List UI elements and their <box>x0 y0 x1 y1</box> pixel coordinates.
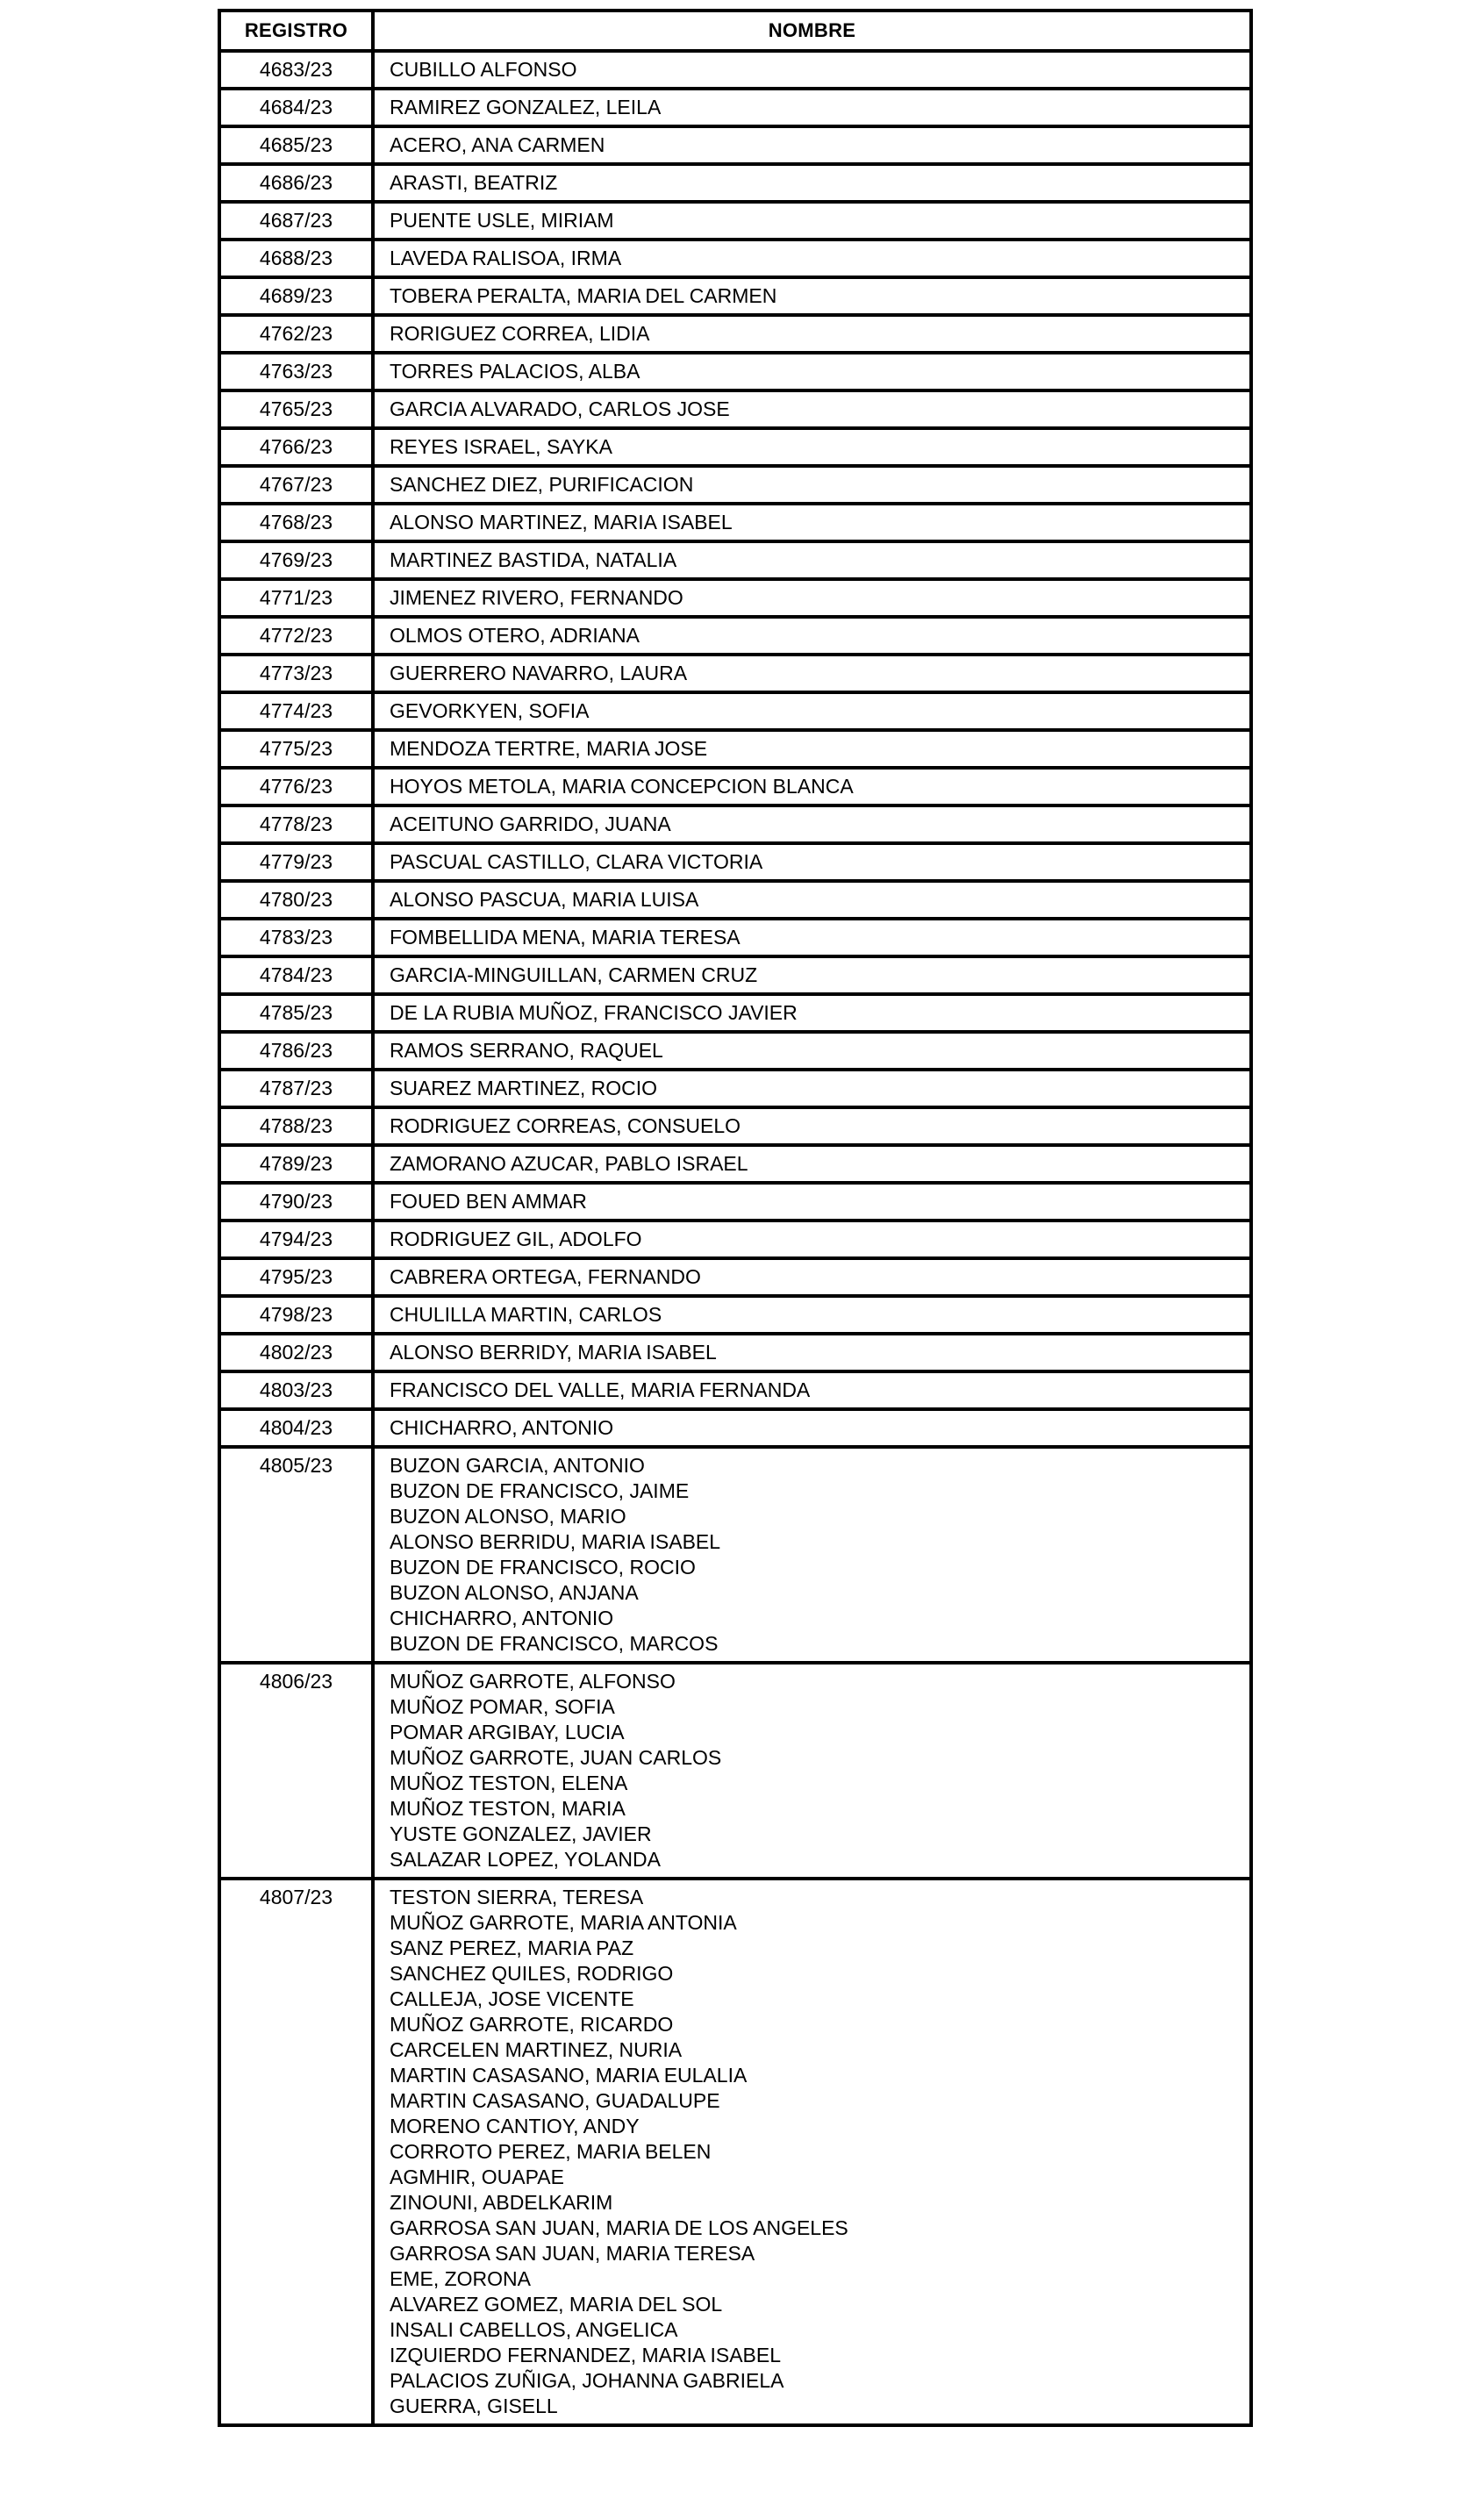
nombre-line: PALACIOS ZUÑIGA, JOHANNA GABRIELA <box>390 2369 784 2392</box>
registro-value: 4767/23 <box>259 473 333 496</box>
nombre-line: GUERRERO NAVARRO, LAURA <box>390 662 688 684</box>
registro-value: 4765/23 <box>259 397 333 420</box>
registro-cell <box>219 240 373 277</box>
nombre-line: SANCHEZ QUILES, RODRIGO <box>390 1962 674 1985</box>
table-row <box>219 994 1251 1032</box>
nombre-line: RAMOS SERRANO, RAQUEL <box>390 1039 663 1062</box>
table-row <box>219 1107 1251 1145</box>
nombre-cell <box>373 617 1251 655</box>
registro-cell <box>219 1409 373 1447</box>
table-row <box>219 692 1251 730</box>
registro-value: 4688/23 <box>259 247 333 269</box>
nombre-line: MUÑOZ TESTON, ELENA <box>390 1772 628 1794</box>
nombre-cell <box>373 843 1251 881</box>
nombre-line: SANCHEZ DIEZ, PURIFICACION <box>390 473 694 496</box>
registro-value: 4774/23 <box>259 699 333 722</box>
nombre-cell <box>373 89 1251 126</box>
registro-cell <box>219 277 373 315</box>
registro-value: 4776/23 <box>259 775 333 798</box>
registro-value: 4762/23 <box>259 322 333 345</box>
registro-value: 4778/23 <box>259 813 333 835</box>
nombre-cell <box>373 1447 1251 1663</box>
nombre-cell <box>373 579 1251 617</box>
table-row <box>219 843 1251 881</box>
nombre-cell <box>373 1334 1251 1371</box>
nombre-cell <box>373 692 1251 730</box>
nombre-line: ALVAREZ GOMEZ, MARIA DEL SOL <box>390 2293 723 2316</box>
nombre-line: YUSTE GONZALEZ, JAVIER <box>390 1822 652 1845</box>
registro-value: 4807/23 <box>259 1886 333 1908</box>
registro-value: 4806/23 <box>259 1670 333 1693</box>
registry-table <box>218 9 1253 2427</box>
nombre-cell <box>373 353 1251 390</box>
nombre-line: IZQUIERDO FERNANDEZ, MARIA ISABEL <box>390 2344 782 2366</box>
nombre-cell <box>373 768 1251 805</box>
nombre-line: CHICHARRO, ANTONIO <box>390 1416 614 1439</box>
table-row <box>219 1879 1251 2425</box>
nombre-line: CARCELEN MARTINEZ, NURIA <box>390 2038 683 2061</box>
table-row <box>219 1334 1251 1371</box>
table-row <box>219 956 1251 994</box>
nombre-cell <box>373 51 1251 89</box>
table-row <box>219 466 1251 504</box>
table-row <box>219 805 1251 843</box>
registro-cell <box>219 353 373 390</box>
table-row <box>219 353 1251 390</box>
nombre-line: TESTON SIERRA, TERESA <box>390 1886 644 1908</box>
registro-value: 4685/23 <box>259 133 333 156</box>
nombre-line: ZAMORANO AZUCAR, PABLO ISRAEL <box>390 1152 748 1175</box>
nombre-line: OLMOS OTERO, ADRIANA <box>390 624 640 647</box>
nombre-cell <box>373 655 1251 692</box>
table-row <box>219 315 1251 353</box>
table-row <box>219 504 1251 541</box>
nombre-line: RODRIGUEZ CORREAS, CONSUELO <box>390 1114 741 1137</box>
registro-cell <box>219 617 373 655</box>
registro-value: 4772/23 <box>259 624 333 647</box>
nombre-line: MUÑOZ GARROTE, RICARDO <box>390 2013 674 2036</box>
nombre-cell <box>373 1879 1251 2425</box>
nombre-line: BUZON DE FRANCISCO, MARCOS <box>390 1632 719 1655</box>
nombre-line: FOUED BEN AMMAR <box>390 1190 587 1213</box>
nombre-line: REYES ISRAEL, SAYKA <box>390 435 612 458</box>
registro-value: 4775/23 <box>259 737 333 760</box>
registro-value: 4684/23 <box>259 96 333 118</box>
nombre-cell <box>373 956 1251 994</box>
table-header-row <box>219 11 1251 51</box>
table-body <box>219 51 1251 2425</box>
table-row <box>219 579 1251 617</box>
table-row <box>219 919 1251 956</box>
nombre-cell <box>373 541 1251 579</box>
registro-value: 4783/23 <box>259 926 333 949</box>
nombre-cell <box>373 1145 1251 1183</box>
table-row <box>219 541 1251 579</box>
registro-cell <box>219 1221 373 1258</box>
registro-cell <box>219 994 373 1032</box>
nombre-line: RAMIREZ GONZALEZ, LEILA <box>390 96 662 118</box>
table-row <box>219 1371 1251 1409</box>
nombre-line: MARTIN CASASANO, MARIA EULALIA <box>390 2064 748 2087</box>
registro-value: 4785/23 <box>259 1001 333 1024</box>
registro-cell <box>219 126 373 164</box>
nombre-cell <box>373 202 1251 240</box>
registro-value: 4798/23 <box>259 1303 333 1326</box>
table-row <box>219 1296 1251 1334</box>
nombre-line: EME, ZORONA <box>390 2267 532 2290</box>
nombre-line: GEVORKYEN, SOFIA <box>390 699 590 722</box>
registro-value: 4803/23 <box>259 1378 333 1401</box>
registro-cell <box>219 1145 373 1183</box>
registro-value: 4689/23 <box>259 284 333 307</box>
registro-cell <box>219 1107 373 1145</box>
nombre-line: BUZON GARCIA, ANTONIO <box>390 1454 645 1477</box>
registro-cell <box>219 202 373 240</box>
registro-value: 4686/23 <box>259 171 333 194</box>
table-row <box>219 1070 1251 1107</box>
registro-value: 4805/23 <box>259 1454 333 1477</box>
nombre-line: DE LA RUBIA MUÑOZ, FRANCISCO JAVIER <box>390 1001 798 1024</box>
registro-cell <box>219 428 373 466</box>
nombre-line: ARASTI, BEATRIZ <box>390 171 558 194</box>
nombre-line: RORIGUEZ CORREA, LIDIA <box>390 322 650 345</box>
registro-cell <box>219 956 373 994</box>
nombre-line: MARTINEZ BASTIDA, NATALIA <box>390 548 677 571</box>
nombre-cell <box>373 428 1251 466</box>
nombre-line: MUÑOZ POMAR, SOFIA <box>390 1695 615 1718</box>
registro-cell <box>219 843 373 881</box>
nombre-cell <box>373 1371 1251 1409</box>
registro-value: 4789/23 <box>259 1152 333 1175</box>
nombre-line: MUÑOZ GARROTE, ALFONSO <box>390 1670 676 1693</box>
registro-cell <box>219 730 373 768</box>
registro-cell <box>219 1070 373 1107</box>
registro-cell <box>219 164 373 202</box>
table-row <box>219 1663 1251 1879</box>
nombre-cell <box>373 1221 1251 1258</box>
nombre-line: MUÑOZ TESTON, MARIA <box>390 1797 626 1820</box>
nombre-line: CUBILLO ALFONSO <box>390 58 577 81</box>
nombre-line: ALONSO PASCUA, MARIA LUISA <box>390 888 699 911</box>
column-header-nombre: NOMBRE <box>373 11 1251 51</box>
table-row <box>219 730 1251 768</box>
registro-cell <box>219 1032 373 1070</box>
nombre-line: MARTIN CASASANO, GUADALUPE <box>390 2089 720 2112</box>
nombre-cell <box>373 730 1251 768</box>
registro-cell <box>219 541 373 579</box>
nombre-line: MORENO CANTIOY, ANDY <box>390 2115 640 2137</box>
registro-value: 4780/23 <box>259 888 333 911</box>
table-row <box>219 1183 1251 1221</box>
table-row <box>219 164 1251 202</box>
registro-value: 4784/23 <box>259 963 333 986</box>
table-row <box>219 1258 1251 1296</box>
nombre-line: ACERO, ANA CARMEN <box>390 133 605 156</box>
nombre-cell <box>373 1032 1251 1070</box>
registro-value: 4794/23 <box>259 1228 333 1250</box>
registro-value: 4683/23 <box>259 58 333 81</box>
nombre-cell <box>373 805 1251 843</box>
nombre-line: GARCIA ALVARADO, CARLOS JOSE <box>390 397 730 420</box>
nombre-line: SUAREZ MARTINEZ, ROCIO <box>390 1077 657 1099</box>
nombre-line: PASCUAL CASTILLO, CLARA VICTORIA <box>390 850 763 873</box>
table-row <box>219 240 1251 277</box>
nombre-cell <box>373 919 1251 956</box>
nombre-line: ACEITUNO GARRIDO, JUANA <box>390 813 671 835</box>
nombre-line: SALAZAR LOPEZ, YOLANDA <box>390 1848 661 1871</box>
nombre-line: GARCIA-MINGUILLAN, CARMEN CRUZ <box>390 963 758 986</box>
nombre-line: MENDOZA TERTRE, MARIA JOSE <box>390 737 708 760</box>
nombre-line: HOYOS METOLA, MARIA CONCEPCION BLANCA <box>390 775 854 798</box>
table-row <box>219 1447 1251 1663</box>
nombre-line: FOMBELLIDA MENA, MARIA TERESA <box>390 926 741 949</box>
registro-value: 4802/23 <box>259 1341 333 1364</box>
nombre-line: ZINOUNI, ABDELKARIM <box>390 2191 613 2214</box>
table-row <box>219 1032 1251 1070</box>
table-row <box>219 1145 1251 1183</box>
table-row <box>219 1409 1251 1447</box>
nombre-cell <box>373 164 1251 202</box>
registro-cell <box>219 919 373 956</box>
nombre-cell <box>373 1183 1251 1221</box>
nombre-cell <box>373 1258 1251 1296</box>
registro-cell <box>219 1663 373 1879</box>
registro-cell <box>219 89 373 126</box>
nombre-line: RODRIGUEZ GIL, ADOLFO <box>390 1228 642 1250</box>
nombre-cell <box>373 390 1251 428</box>
nombre-cell <box>373 504 1251 541</box>
nombre-line: MUÑOZ GARROTE, JUAN CARLOS <box>390 1746 722 1769</box>
nombre-cell <box>373 1409 1251 1447</box>
nombre-line: POMAR ARGIBAY, LUCIA <box>390 1721 625 1743</box>
nombre-line: FRANCISCO DEL VALLE, MARIA FERNANDA <box>390 1378 811 1401</box>
nombre-line: GARROSA SAN JUAN, MARIA TERESA <box>390 2242 755 2265</box>
registro-cell <box>219 51 373 89</box>
registro-cell <box>219 1296 373 1334</box>
table-row <box>219 881 1251 919</box>
nombre-cell <box>373 466 1251 504</box>
nombre-line: CHULILLA MARTIN, CARLOS <box>390 1303 662 1326</box>
nombre-cell <box>373 1070 1251 1107</box>
nombre-line: JIMENEZ RIVERO, FERNANDO <box>390 586 683 609</box>
registro-cell <box>219 1371 373 1409</box>
registro-value: 4769/23 <box>259 548 333 571</box>
registro-value: 4766/23 <box>259 435 333 458</box>
registro-cell <box>219 1258 373 1296</box>
registro-value: 4768/23 <box>259 511 333 533</box>
nombre-line: MUÑOZ GARROTE, MARIA ANTONIA <box>390 1911 737 1934</box>
nombre-cell <box>373 1296 1251 1334</box>
table-row <box>219 1221 1251 1258</box>
registro-value: 4687/23 <box>259 209 333 232</box>
registro-value: 4779/23 <box>259 850 333 873</box>
nombre-line: AGMHIR, OUAPAE <box>390 2166 564 2188</box>
table-row <box>219 428 1251 466</box>
registro-value: 4788/23 <box>259 1114 333 1137</box>
registro-value: 4787/23 <box>259 1077 333 1099</box>
registro-cell <box>219 1183 373 1221</box>
nombre-line: BUZON ALONSO, MARIO <box>390 1505 626 1528</box>
nombre-line: TORRES PALACIOS, ALBA <box>390 360 640 383</box>
nombre-line: BUZON ALONSO, ANJANA <box>390 1581 639 1604</box>
table-row <box>219 768 1251 805</box>
nombre-line: BUZON DE FRANCISCO, ROCIO <box>390 1556 696 1579</box>
registro-cell <box>219 768 373 805</box>
nombre-cell <box>373 126 1251 164</box>
nombre-line: CORROTO PEREZ, MARIA BELEN <box>390 2140 712 2163</box>
registro-cell <box>219 805 373 843</box>
nombre-line: ALONSO MARTINEZ, MARIA ISABEL <box>390 511 733 533</box>
registro-cell <box>219 315 373 353</box>
nombre-line: SANZ PEREZ, MARIA PAZ <box>390 1937 634 1959</box>
table-row <box>219 51 1251 89</box>
nombre-cell <box>373 277 1251 315</box>
nombre-line: PUENTE USLE, MIRIAM <box>390 209 614 232</box>
nombre-cell <box>373 315 1251 353</box>
registro-cell <box>219 1879 373 2425</box>
registro-value: 4771/23 <box>259 586 333 609</box>
nombre-line: GUERRA, GISELL <box>390 2395 558 2417</box>
registro-value: 4795/23 <box>259 1265 333 1288</box>
nombre-cell <box>373 881 1251 919</box>
registro-cell <box>219 1447 373 1663</box>
registro-value: 4790/23 <box>259 1190 333 1213</box>
nombre-line: CALLEJA, JOSE VICENTE <box>390 1987 634 2010</box>
nombre-line: ALONSO BERRIDU, MARIA ISABEL <box>390 1530 721 1553</box>
registro-value: 4763/23 <box>259 360 333 383</box>
registro-cell <box>219 579 373 617</box>
nombre-cell <box>373 1663 1251 1879</box>
registro-cell <box>219 692 373 730</box>
table-row <box>219 617 1251 655</box>
registro-cell <box>219 655 373 692</box>
registro-value: 4786/23 <box>259 1039 333 1062</box>
registro-cell <box>219 881 373 919</box>
table-row <box>219 390 1251 428</box>
registro-cell <box>219 390 373 428</box>
registro-cell <box>219 466 373 504</box>
nombre-line: BUZON DE FRANCISCO, JAIME <box>390 1479 690 1502</box>
registro-value: 4804/23 <box>259 1416 333 1439</box>
column-header-registro: REGISTRO <box>219 11 373 51</box>
registro-value: 4773/23 <box>259 662 333 684</box>
nombre-line: GARROSA SAN JUAN, MARIA DE LOS ANGELES <box>390 2216 848 2239</box>
nombre-cell <box>373 1107 1251 1145</box>
nombre-line: LAVEDA RALISOA, IRMA <box>390 247 622 269</box>
nombre-line: ALONSO BERRIDY, MARIA ISABEL <box>390 1341 717 1364</box>
table-row <box>219 655 1251 692</box>
nombre-line: CHICHARRO, ANTONIO <box>390 1607 614 1629</box>
table-row <box>219 277 1251 315</box>
nombre-line: CABRERA ORTEGA, FERNANDO <box>390 1265 701 1288</box>
registro-cell <box>219 504 373 541</box>
table-row <box>219 126 1251 164</box>
registro-cell <box>219 1334 373 1371</box>
nombre-line: TOBERA PERALTA, MARIA DEL CARMEN <box>390 284 777 307</box>
table-row <box>219 89 1251 126</box>
nombre-line: INSALI CABELLOS, ANGELICA <box>390 2318 678 2341</box>
nombre-cell <box>373 994 1251 1032</box>
nombre-cell <box>373 240 1251 277</box>
table-row <box>219 202 1251 240</box>
